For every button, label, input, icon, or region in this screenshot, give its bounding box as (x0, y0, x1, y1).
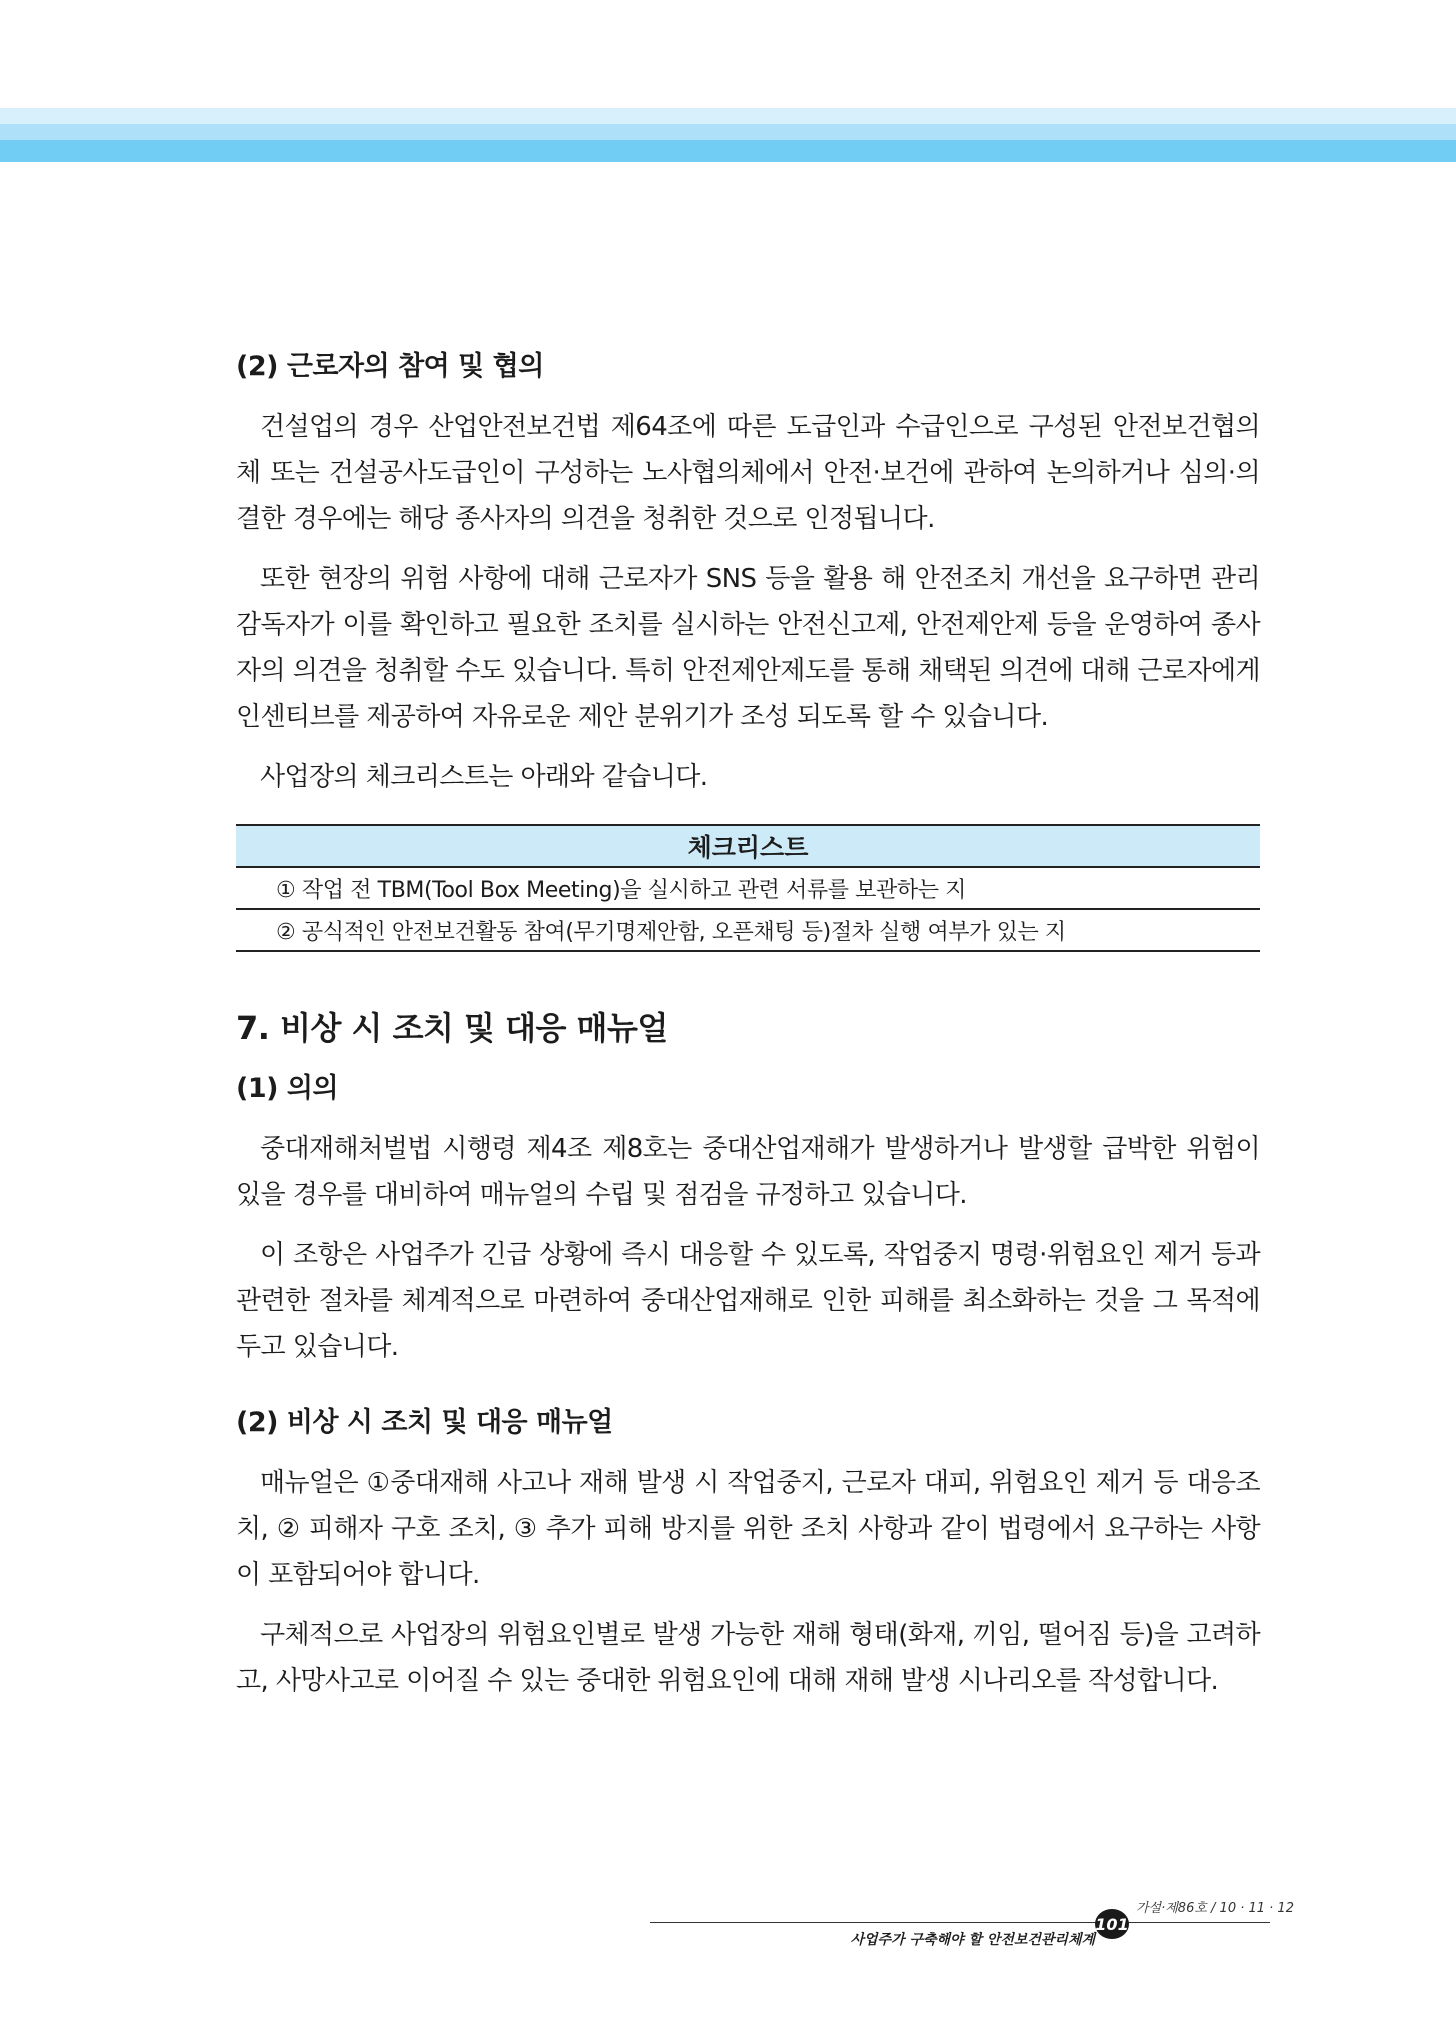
checklist-table (236, 824, 1260, 952)
checklist-header-row (236, 825, 1260, 867)
paragraph: 이 조항은 사업주가 긴급 상황에 즉시 대응할 수 있도록, 작업중지 명령·위험요인 제거 등과 관련한 절차를 체계적으로 마련하여 중대산업재해로 인한 피해를 최소화하는 것을 그 목적에 두고 있습니다. (236, 1240, 1260, 1362)
paragraph: 매뉴얼은 ①중대재해 사고나 재해 발생 시 작업중지, 근로자 대피, 위험요인 제거 등 대응조치, ② 피해자 구호 조치, ③ 추가 피해 방지를 위한 조치 사항과 같이 법령에서 요구하는 사항이 포함되어야 합니다. (236, 1468, 1260, 1590)
checklist-header: 체크리스트 (236, 825, 1260, 867)
running-title: 사업주가 구축해야 할 안전보건관리체계 (850, 1932, 1095, 1948)
significance-heading: (1) 의의 (236, 1073, 339, 1104)
page-content (236, 348, 1260, 1718)
checklist-row (236, 909, 1260, 951)
paragraph: 또한 현장의 위험 사항에 대해 근로자가 SNS 등을 활용 해 안전조치 개선을 요구하면 관리감독자가 이를 확인하고 필요한 조치를 실시하는 안전신고제, 안전제안제 등을 운영하여 종사자의 의견을 청취할 수도 있습니다. 특히 안전제안제도를 통해 채택된 의견에 대해 근로자에게 인센티브를 제공하여 자유로운 제안 분위기가 조성 되도록 할 수 있습니다. (236, 564, 1260, 732)
footer-rule (650, 1922, 1270, 1923)
page-footer (650, 1895, 1294, 1955)
paragraph: 건설업의 경우 산업안전보건법 제64조에 따른 도급인과 수급인으로 구성된 안전보건협의체 또는 건설공사도급인이 구성하는 노사협의체에서 안전·보건에 관하여 논의하거나 심의·의결한 경우에는 해당 종사자의 의견을 청취한 것으로 인정됩니다. (236, 412, 1260, 534)
participation-heading: (2) 근로자의 참여 및 협의 (236, 351, 544, 382)
issue-label: 가설·제86호 / 10 · 11 · 12 (1136, 1901, 1294, 1916)
checklist-item: ② 공식적인 안전보건활동 참여(무기명제안함, 오픈채팅 등)절차 실행 여부가 있는 지 (236, 909, 1260, 951)
paragraph: 사업장의 체크리스트는 아래와 같습니다. (260, 762, 708, 792)
paragraph: 중대재해처벌법 시행령 제4조 제8호는 중대산업재해가 발생하거나 발생할 급박한 위험이 있을 경우를 대비하여 매뉴얼의 수립 및 점검을 규정하고 있습니다. (236, 1134, 1260, 1210)
header-band-mid (0, 124, 1456, 140)
checklist-row (236, 867, 1260, 909)
checklist-item: ① 작업 전 TBM(Tool Box Meeting)을 실시하고 관련 서류를 보관하는 지 (236, 867, 1260, 909)
header-band-dark (0, 140, 1456, 162)
emergency-manual-heading: (2) 비상 시 조치 및 대응 매뉴얼 (236, 1407, 613, 1438)
page-number: 101 (1095, 1909, 1129, 1939)
section-7-heading: 7. 비상 시 조치 및 대응 매뉴얼 (236, 1009, 668, 1047)
header-color-band (0, 108, 1456, 162)
header-band-light (0, 108, 1456, 124)
paragraph: 구체적으로 사업장의 위험요인별로 발생 가능한 재해 형태(화재, 끼임, 떨어짐 등)을 고려하고, 사망사고로 이어질 수 있는 중대한 위험요인에 대해 재해 발생 시나리오를 작성합니다. (236, 1620, 1260, 1696)
